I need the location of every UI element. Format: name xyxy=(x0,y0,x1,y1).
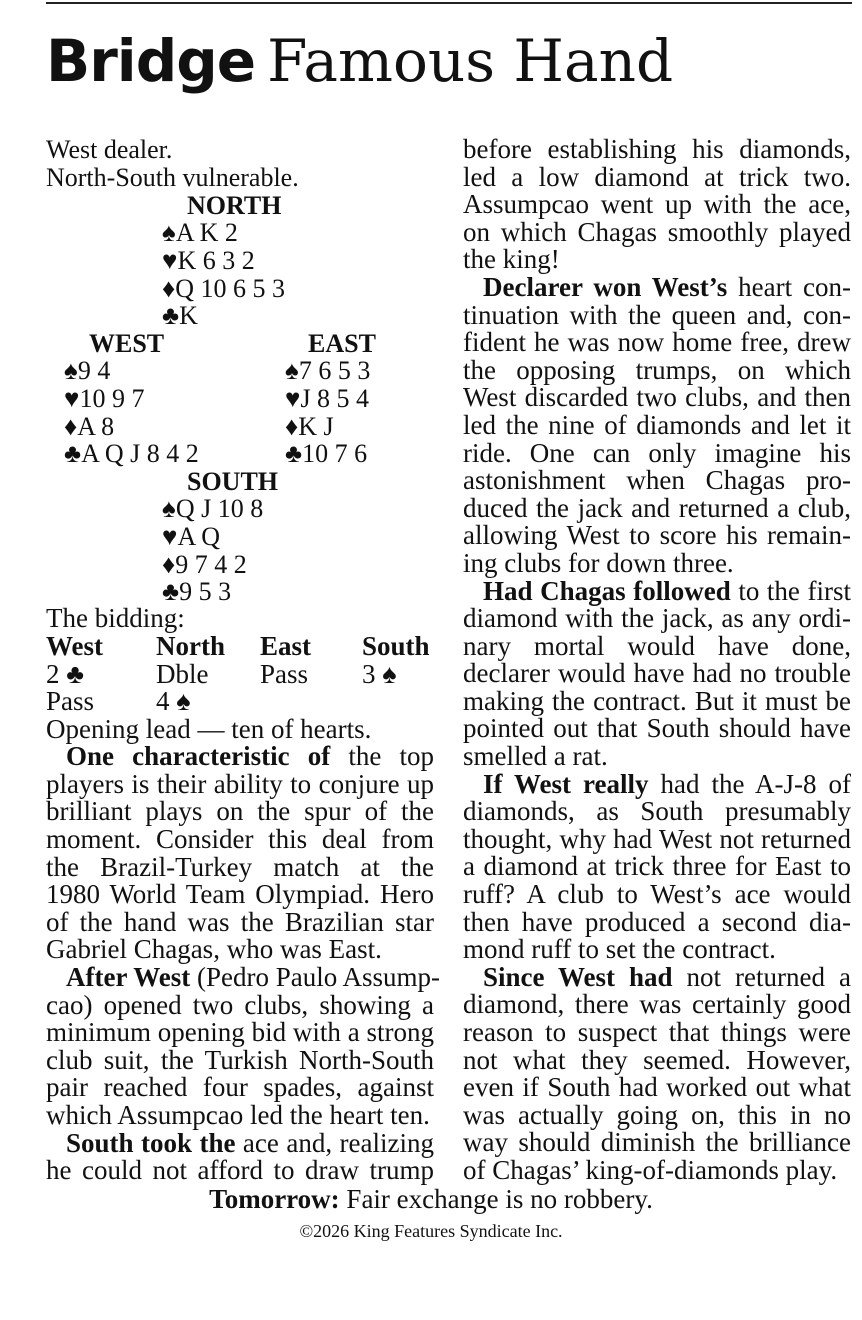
article-line: West discarded two clubs, and then xyxy=(463,382,851,413)
dealer-line: West dealer. xyxy=(46,135,173,164)
south-label: SOUTH xyxy=(187,467,279,496)
opening-lead: Opening lead — ten of hearts. xyxy=(46,713,372,744)
east-hearts: ♥J 8 5 4 xyxy=(285,384,370,413)
article-line: pair reached four spades, against xyxy=(46,1072,434,1103)
title-regular: Famous Hand xyxy=(267,27,674,95)
article-line: he could not afford to draw trump xyxy=(46,1155,434,1186)
article-line: a diamond at trick three for East to xyxy=(463,851,851,882)
deal-diagram xyxy=(46,136,434,605)
article-line: led a low diamond at trick two. xyxy=(463,161,851,192)
bid-header-west: West xyxy=(46,630,103,661)
bid-header-south: South xyxy=(362,630,430,661)
para-lead-bold: Since West had xyxy=(483,961,673,992)
article-line: minimum opening bid with a strong xyxy=(46,1017,434,1048)
tomorrow-teaser xyxy=(0,1184,862,1215)
north-label: NORTH xyxy=(187,191,282,220)
east-clubs: ♣10 7 6 xyxy=(285,439,368,468)
right-column xyxy=(463,136,851,1185)
para-lead-bold: Declarer won West’s xyxy=(483,271,728,302)
article-line: then have produced a second dia- xyxy=(463,906,851,937)
south-clubs: ♣9 5 3 xyxy=(162,577,232,606)
article-line: diamond, there was certainly good xyxy=(463,989,851,1020)
west-clubs: ♣A Q J 8 4 2 xyxy=(64,439,199,468)
article-line: pointed out that South should have xyxy=(463,713,851,744)
article-line: of Chagas’ king-of-diamonds play. xyxy=(463,1154,838,1185)
article-line: led the nine of diamonds and let it xyxy=(463,409,851,440)
west-label: WEST xyxy=(89,329,165,358)
article-line: of the hand was the Brazilian star xyxy=(46,906,434,937)
article-line: club suit, the Turkish North-South xyxy=(46,1044,434,1075)
article-line: reason to suspect that things were xyxy=(463,1017,851,1047)
article-line: 1980 World Team Olympiad. Hero xyxy=(46,879,434,910)
bidding-table xyxy=(46,630,434,716)
left-column xyxy=(46,135,440,1186)
article-line: ruff? A club to West’s ace would xyxy=(463,879,851,910)
article-line: way should diminish the brilliance xyxy=(463,1127,851,1158)
article-line: on which Chagas smoothly played xyxy=(463,216,851,247)
article-line: mond ruff to set the contract. xyxy=(463,934,776,965)
para-lead-bold: After West xyxy=(66,961,191,992)
bid-cell: 2 ♣ xyxy=(46,658,84,689)
north-spades: ♠A K 2 xyxy=(162,218,238,247)
north-diamonds: ♦Q 10 6 5 3 xyxy=(162,274,286,303)
tomorrow-label: Tomorrow: xyxy=(209,1184,340,1214)
bidding-label: The bidding: xyxy=(46,603,185,633)
article-line: the Brazil-Turkey match at the xyxy=(46,851,434,882)
bid-cell: Pass xyxy=(46,685,95,716)
west-hearts: ♥10 9 7 xyxy=(64,384,145,413)
article-line: making the contract. But it must be xyxy=(463,685,851,716)
east-spades: ♠7 6 5 3 xyxy=(285,356,371,385)
bid-cell: Pass xyxy=(260,658,309,689)
top-rule xyxy=(46,2,852,4)
article-line: ing clubs for down three. xyxy=(463,547,734,578)
article-line: even if South had worked out what xyxy=(463,1072,851,1103)
north-hearts: ♥K 6 3 2 xyxy=(162,246,255,275)
article-line: Had Chagas followed to the first xyxy=(483,575,851,606)
article-line: fident he was now home free, drew xyxy=(463,327,851,358)
article-line: tinuation with the queen and, con- xyxy=(463,299,851,330)
para-lead-bold: If West really xyxy=(483,768,649,799)
west-diamonds: ♦A 8 xyxy=(64,412,115,441)
para-lead-bold: One characteristic of xyxy=(66,741,331,772)
article-line: diamonds, as South presumably xyxy=(463,796,851,827)
bid-cell: 4 ♠ xyxy=(156,685,191,716)
article-line: ride. One can only imagine his xyxy=(463,437,851,468)
article-line: the opposing trumps, on which xyxy=(463,354,851,385)
para-lead-bold: South took the xyxy=(66,1127,236,1158)
article-line: was actually going on, this in no xyxy=(463,1099,851,1130)
title-bold: Bridge xyxy=(46,27,256,95)
tomorrow-text: Fair exchange is no robbery. xyxy=(339,1184,653,1214)
article-line: which Assumpcao led the heart ten. xyxy=(46,1099,430,1130)
east-diamonds: ♦K J xyxy=(285,412,334,441)
article-line: South took the ace and, realizing xyxy=(66,1127,434,1158)
article-line: duced the jack and returned a club, xyxy=(463,492,851,523)
article-line: the king! xyxy=(463,244,560,275)
bid-cell: Dble xyxy=(156,658,209,689)
article-line: cao) opened two clubs, showing a xyxy=(46,989,434,1020)
article-line: Gabriel Chagas, who was East. xyxy=(46,934,382,965)
article-line: not what they seemed. However, xyxy=(463,1044,851,1075)
article-line: If West really had the A-J-8 of xyxy=(483,768,851,799)
article-line: before establishing his diamonds, xyxy=(463,134,851,164)
south-hearts: ♥A Q xyxy=(162,522,221,551)
article-line: Assumpcao went up with the ace, xyxy=(463,189,851,220)
copyright: ©2026 King Features Syndicate Inc. xyxy=(299,1221,563,1241)
article-line: players is their ability to conjure up xyxy=(46,768,434,799)
article-line: Since West had not returned a xyxy=(483,961,851,992)
article-line: declarer would have had no trouble xyxy=(463,658,851,689)
para-lead-bold: Had Chagas followed xyxy=(483,575,731,606)
vulnerability-line: North-South vulnerable. xyxy=(46,163,299,192)
bid-header-east: East xyxy=(260,630,312,661)
article-line: smelled a rat. xyxy=(463,741,608,772)
west-spades: ♠9 4 xyxy=(64,356,111,385)
article-line: One characteristic of the top xyxy=(66,741,434,772)
article-line: nary mortal would have done, xyxy=(463,630,851,661)
article-line: brilliant plays on the spur of the xyxy=(46,796,434,827)
south-spades: ♠Q J 10 8 xyxy=(162,494,264,523)
north-clubs: ♣K xyxy=(162,301,198,330)
article-line: diamond with the jack, as any ordi- xyxy=(463,603,851,634)
bid-header-north: North xyxy=(156,630,225,661)
article-line: Declarer won West’s heart con- xyxy=(483,271,851,302)
east-label: EAST xyxy=(308,329,376,358)
south-diamonds: ♦9 7 4 2 xyxy=(162,550,247,579)
article-line: moment. Consider this deal from xyxy=(46,823,434,854)
article-line: allowing West to score his remain- xyxy=(463,520,851,551)
page-title xyxy=(46,26,673,97)
bid-cell: 3 ♠ xyxy=(362,658,397,689)
article-line: thought, why had West not returned xyxy=(463,823,851,854)
article-line: astonishment when Chagas pro- xyxy=(463,465,851,496)
article-line: After West (Pedro Paulo Assump- xyxy=(66,961,440,992)
